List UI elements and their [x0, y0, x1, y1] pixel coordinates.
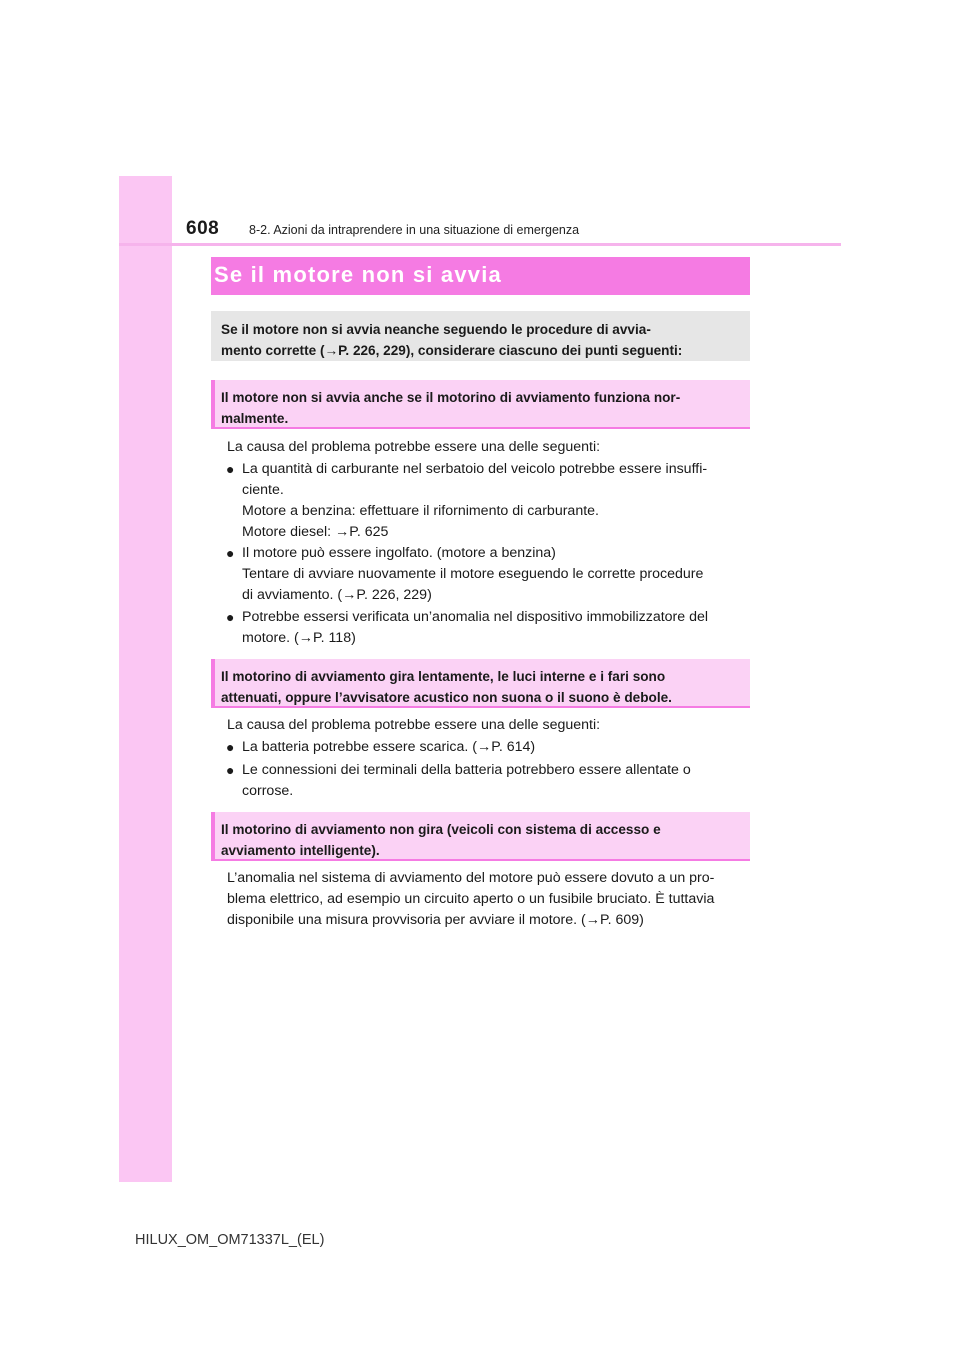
- subsection-heading: [221, 666, 743, 708]
- text-line: attenuati, oppure l’avvisatore acustico non suona o il suono è debole.: [221, 690, 672, 705]
- text-line: Il motorino di avviamento non gira (veicoli con sistema di accesso e: [221, 822, 661, 837]
- text-line: Potrebbe essersi verificata un’anomalia nel dispositivo immobilizzatore del: [242, 609, 709, 625]
- text-line: avviamento intelligente).: [221, 843, 380, 858]
- subsection-heading: [221, 387, 743, 429]
- text-line: mento corrette (→P. 226, 229), considerare ciascuno dei punti seguenti:: [221, 343, 683, 358]
- lead-text: La causa del problema potrebbe essere una delle seguenti:: [227, 439, 601, 455]
- bullet-dot: ●: [226, 609, 235, 625]
- text-line: Il motorino di avviamento gira lentamente, le luci interne e i fari sono: [221, 669, 666, 684]
- bullet-item: [242, 737, 745, 758]
- document-code-footer: HILUX_OM_OM71337L_(EL): [135, 1232, 325, 1248]
- page-title: Se il motore non si avvia: [214, 262, 502, 287]
- section-header: 8-2. Azioni da intraprendere in una situazione di emergenza: [249, 223, 580, 237]
- bullet-item: [242, 760, 745, 802]
- header-rule: [119, 243, 841, 246]
- bullet-item: [242, 543, 745, 606]
- body-text: [227, 868, 745, 931]
- text-line: L’anomalia nel sistema di avviamento del motore può essere dovuto a un pro-: [227, 870, 715, 886]
- lead-text: La causa del problema potrebbe essere una delle seguenti:: [227, 717, 601, 733]
- subsection-heading: [221, 819, 743, 861]
- text-line: La batteria potrebbe essere scarica. (→P. 614): [242, 739, 536, 755]
- text-line: disponibile una misura provvisoria per avviare il motore. (→P. 609): [227, 912, 644, 928]
- bullet-dot: ●: [226, 739, 235, 755]
- intro-text: [221, 319, 743, 361]
- text-line: ciente.: [242, 482, 284, 498]
- bullet-dot: ●: [226, 762, 235, 778]
- text-line: Tentare di avviare nuovamente il motore eseguendo le corrette procedure: [242, 566, 704, 582]
- text-line: di avviamento. (→P. 226, 229): [242, 587, 432, 603]
- text-line: Motore diesel: →P. 625: [242, 524, 389, 540]
- text-line: Le connessioni dei terminali della batteria potrebbero essere allentate o: [242, 762, 691, 778]
- bullet-item: [242, 459, 745, 543]
- side-tab-band: [119, 176, 172, 1182]
- text-line: La quantità di carburante nel serbatoio del veicolo potrebbe essere insuffi-: [242, 461, 708, 477]
- text-line: Se il motore non si avvia neanche seguendo le procedure di avvia-: [221, 322, 651, 337]
- bullet-dot: ●: [226, 545, 235, 561]
- text-line: corrose.: [242, 783, 294, 799]
- text-line: Motore a benzina: effettuare il rifornimento di carburante.: [242, 503, 599, 519]
- text-line: malmente.: [221, 411, 289, 426]
- bullet-item: [242, 607, 745, 649]
- page-number: 608: [186, 218, 220, 239]
- text-line: motore. (→P. 118): [242, 630, 356, 646]
- bullet-dot: ●: [226, 461, 235, 477]
- text-line: Il motore non si avvia anche se il motorino di avviamento funziona nor-: [221, 390, 681, 405]
- text-line: Il motore può essere ingolfato. (motore a benzina): [242, 545, 556, 561]
- text-line: blema elettrico, ad esempio un circuito aperto o un fusibile bruciato. È tuttavia: [227, 891, 715, 907]
